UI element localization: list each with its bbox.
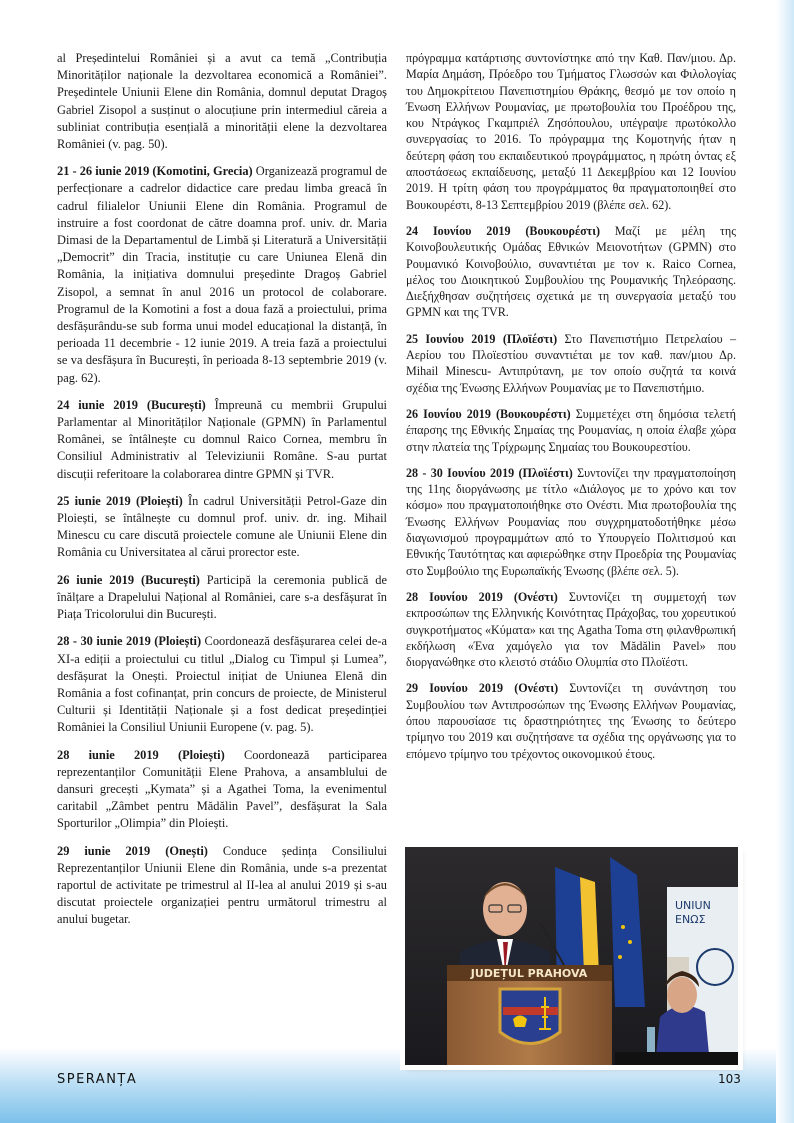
paragraph: 25 Ιουνίου 2019 (Πλοϊέστι) Στο Πανεπιστήμιο Πετρελαίου – Αερίου του Πλοϊεστίου συναντιέται με τον καθ. παν/μιου Δρ. Mihail Minescu- Αντιπρύτανη, με τον οποίο συζητά τα κοινά σχέδια της Ένωσης Ελλήνων Ρουμανίας με το Πανεπιστήμιο. — [406, 331, 736, 395]
page-right-edge — [776, 0, 794, 1123]
paragraph: 28 iunie 2019 (Ploiești) Coordonează participarea reprezentanților Comunității Elene Prahova, a ansamblului de dansuri grecești „Kymata” și a Agathei Toma, la evenimentul caritabil „Zâmbet pentru Mădălin Pavel”, desfășurat la Sala Sporturilor „Olimpia” din Ploiești. — [57, 747, 387, 831]
page-number: 103 — [718, 1072, 741, 1086]
entry-date: 26 iunie 2019 — [57, 572, 135, 587]
entry-place: (Πλοϊέστι) — [502, 331, 558, 346]
entry-place: (Onești) — [165, 843, 208, 858]
banner-text-2: ΕΝΩΣ — [675, 913, 706, 926]
paragraph: al Președintelui României și a avut ca temă „Contribuția Minorităților naționale la dezvoltarea economică a României”. Președintele Uniunii Elene din România, domnul deputat Dragoș Gabriel Zisopol a susținut o alocuțiune prin intermediul căreia a subliniat contribuția esențială a minorității elene la dezvoltarea României (v. pag. 50). — [57, 51, 387, 152]
paragraph: 21 - 26 iunie 2019 (Komotini, Grecia) Organizează programul de perfecționare a cadrelor didactice care predau limba greacă în cadrul filialelor Uniunii Elene din România. Programul de instruire a fost coordonat de către doamna prof. univ. dr. Maria Dimasi de la Departamentul de Limbă și Literatură a Universității „Democrit” din Tracia, instituție cu care Uniunea Elenă din România, la inițiativa domnului președinte Dragoș Gabriel Zisopol, a semnat în anul 2016 un protocol de colaborare. Programul de la Komotini a fost a doua fază a proiectului, prima desfășurându-se sub forma unui model educațional la distanță, în perioada 11 decembrie - 12 iunie 2019. A treia fază a proiectului se va desfășura în București, în perioada 8-13 septembrie 2019 (v. pag. 62). — [57, 164, 387, 385]
left-column — [57, 50, 387, 939]
entry-place: (București) — [140, 572, 200, 587]
entry-date: 25 iunie 2019 — [57, 493, 131, 508]
photo-illustration — [405, 847, 738, 1065]
entry-date: 28 Ιουνίου 2019 — [406, 589, 503, 604]
entry-date: 29 iunie 2019 — [57, 843, 151, 858]
entry-date: 28 - 30 Ιουνίου 2019 — [406, 465, 515, 480]
entry-place: (Komotini, Grecia) — [152, 164, 253, 179]
paragraph: 29 iunie 2019 (Onești) Conduce ședința Consiliului Reprezentanților Uniunii Elene din România, unde s-a prezentat raportul de activitate pe trimestrul al II-lea al anului 2019 și s-au discutat proiectele organizației pentru următorul trimestru al anului bugetar. — [57, 843, 387, 927]
entry-place: (București) — [146, 397, 206, 412]
entry-place: (Ploiești) — [154, 634, 202, 649]
publication-title: SPERANȚA — [57, 1072, 138, 1087]
paragraph: 28 - 30 Ιουνίου 2019 (Πλοϊέστι) Συντονίζει την πραγματοποίηση της 11ης διοργάνωσης με τίτλο «Διάλογος με το χρόνο και τον κόσμο» που πραγματοποιήθηκε στο Ονέστι. Μια πρωτοβουλία της Ένωσης Ελλήνων Ρουμανίας που συγχρηματοδοτήθηκε μέσω διαγωνισμού προγραμμάτων από το Υπουργείο Πολιτισμού και Εθνικής Ταυτότητας και αφιερώθηκε στην Προεδρία της Ρουμανίας στο Συμβούλιο της Ευρωπαϊκής Ένωσης (βλέπε σελ. 5). — [406, 465, 736, 578]
paragraph: 28 - 30 iunie 2019 (Ploiești) Coordonează desfășurarea celei de-a XI-a ediții a proiectului cu titlul „Dialog cu Timpul și Lumea”, desfășurat la Onești. Proiectul inițiat de Uniunea Elenă din România a fost cofinanțat, prin concurs de proiecte, de Ministerul Culturii și Identității Naționale și a fost dedicat președinției României la Consiliul Uniunii Europene (v. pag. 5). — [57, 634, 387, 735]
entry-place: (Ονέστι) — [513, 589, 558, 604]
entry-date: 26 Ιουνίου 2019 — [406, 406, 491, 421]
paragraph: 26 Ιουνίου 2019 (Βουκουρέστι) Συμμετέχει στη δημόσια τελετή έπαρσης της Εθνικής Σημαίας της Ρουμανίας, η οποία έλαβε χώρα στην πλατεία της Τρίχρωμης Σημαίας του Βουκουρεστίου. — [406, 406, 736, 454]
entry-date: 25 Ιουνίου 2019 — [406, 331, 496, 346]
event-photo — [405, 847, 738, 1065]
entry-place: (Βουκουρέστι) — [525, 223, 601, 238]
entry-date: 29 Ιουνίου 2019 — [406, 681, 504, 696]
entry-date: 21 - 26 iunie 2019 — [57, 164, 150, 179]
entry-place: (Ονέστι) — [514, 681, 559, 696]
entry-date: 24 Ιουνίου 2019 — [406, 223, 511, 238]
paragraph: 24 iunie 2019 (București) Împreună cu membrii Grupului Parlamentar al Minorităților Naționale (GPMN) în Parlamentul Românei, se întâlnește cu domnul Raico Cornea, membru în Consiliul Administrativ al Televiziunii Române. S-au purtat discuții referitoare la colaborarea dintre GPMN și TVR. — [57, 397, 387, 481]
banner-text-1: UNIUN — [675, 899, 711, 912]
entry-place: (Πλοϊέστι) — [518, 465, 573, 480]
entry-date: 28 iunie 2019 — [57, 747, 159, 762]
coat-of-arms — [500, 989, 560, 1044]
paragraph: 24 Ιουνίου 2019 (Βουκουρέστι) Μαζί με μέλη της Κοινοβουλευτικής Ομάδας Εθνικών Μειονοτήτων (GPMN) στο Ρουμανικό Κοινοβούλιο, συναντιέται με τον κ. Raico Cornea, μέλος του Διοικητικού Συμβουλίου της Ρουμανικής Τηλεόρασης. Διεξήχθησαν συζητήσεις σχετικά με τη συνεργασία μεταξύ του GPMN και της TVR. — [406, 223, 736, 320]
paragraph: 26 iunie 2019 (București) Participă la ceremonia publică de înălțare a Drapelului Național al României, care s-a desfășurat în Piața Tricolorului din București. — [57, 572, 387, 622]
podium-sign: JUDEȚUL PRAHOVA — [470, 967, 588, 980]
entry-date: 28 - 30 iunie 2019 — [57, 634, 151, 649]
paragraph: 28 Ιουνίου 2019 (Ονέστι) Συντονίζει τη συμμετοχή των εκπροσώπων της Ελληνικής Κοινότητας Πράχοβας, του χορευτικού συγκροτήματος «Κύματα» και της Agatha Toma στη φιλανθρωπική εκδήλωση «Ένα χαμόγελο για τον Mădălin Pavel» που διοργανώθηκε στο κλειστό στάδιο Ολυμπία στο Πλοϊέστι. — [406, 589, 736, 670]
paragraph: 25 iunie 2019 (Ploiești) În cadrul Universității Petrol-Gaze din Ploiești, se întâlnește cu domnul prof. univ. dr. ing. Mihail Minescu cu care discută proiectele comune ale Uniunii Elene din România cu Universitatea al cărui prorector este. — [57, 493, 387, 560]
entry-place: (Βουκουρέστι) — [495, 406, 571, 421]
paragraph: πρόγραμμα κατάρτισης συντονίστηκε από την Καθ. Παν/μιου. Δρ. Μαρία Δημάση, Πρόεδρο του Τμήματος Γλωσσών και Φιλολογίας του Δημοκρίτειου Πανεπιστημίου Θράκης, θεσμό με τον οποίο η Ένωση Ελλήνων Ρουμανίας, με πρωτοβουλία του Προέδρου της, κου Ντράγκος Γκαμπριέλ Ζησόπουλου, υπέγραψε πρωτόκολλο συνεργασίας το 2016. Το πρόγραμμα της Κομοτηνής ήταν η δεύτερη φάση του εκπαιδευτικού προγράμματος, η πρώτη όντας εξ αποστάσεως εκπαίδευσης, μεταξύ 11 Δεκεμβρίου και 12 Ιουνίου 2019. Η τρίτη φάση του προγράμματος θα πραγματοποιηθεί στο Βουκουρέστι, 8-13 Σεπτεμβρίου 2019 (βλέπε σελ. 62). — [406, 51, 736, 212]
entry-date: 24 iunie 2019 — [57, 397, 138, 412]
entry-place: (Ploiești) — [135, 493, 183, 508]
right-column — [406, 50, 736, 772]
paragraph: 29 Ιουνίου 2019 (Ονέστι) Συντονίζει τη συνάντηση του Συμβουλίου των Αντιπροσώπων της Ένωσης Ελλήνων Ρουμανίας, όπου παρουσίασε τις δραστηριότητες της Ένωσης το δεύτερο τρίμηνο του 2019 και συζητήσανε τα σχέδια της οργάνωσης για το επόμενο τρίμηνο του τρέχοντος οικονομικού έτους. — [406, 681, 736, 761]
entry-place: (Ploiești) — [177, 747, 225, 762]
